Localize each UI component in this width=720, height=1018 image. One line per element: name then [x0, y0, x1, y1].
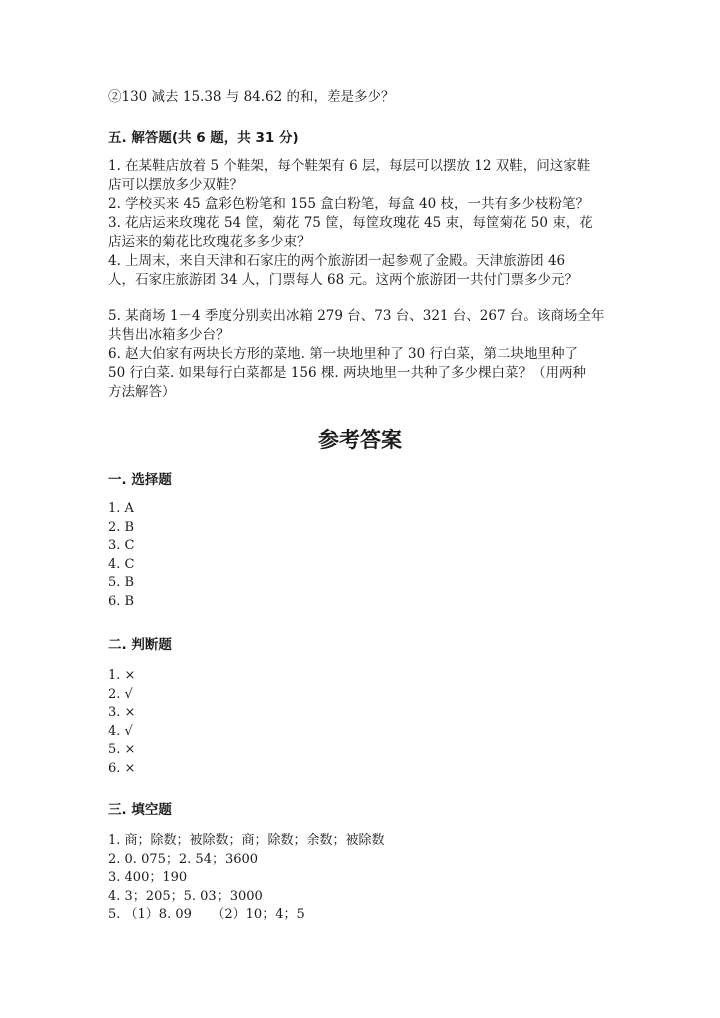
question-1-line-2: 店可以摆放多少双鞋？ — [108, 177, 243, 193]
list-item: 2. 0. 075；2. 54；3600 — [108, 851, 259, 867]
question-5-line-2: 共售出冰箱多少台？ — [108, 327, 230, 343]
list-item: 3. C — [108, 538, 135, 553]
question-tail: ②130 减去 15.38 与 84.62 的和，差是多少？ — [108, 89, 395, 105]
question-3-line-1: 3. 花店运来玫瑰花 54 筐，菊花 75 筐，每筐玫瑰花 45 束，每筐菊花 50 束，花 — [108, 215, 593, 231]
answers-heading-judge: 二. 判断题 — [108, 637, 172, 653]
answers-list-choice — [108, 500, 134, 611]
list-item: 5. × — [108, 742, 136, 757]
answers-heading-fill: 三. 填空题 — [108, 802, 172, 818]
answers-list-judge — [108, 667, 135, 778]
section-heading-solve: 五. 解答题(共 6 题，共 31 分) — [108, 130, 299, 146]
answers-heading-choice: 一. 选择题 — [108, 472, 172, 488]
question-3-line-2: 店运来的菊花比玫瑰花多多少束？ — [108, 234, 311, 250]
list-item: 6. B — [108, 593, 135, 609]
question-5-line-1: 5. 某商场 1－4 季度分别卖出冰箱 279 台、73 台、321 台、267 台。该商场全年 — [108, 308, 605, 324]
list-item: 1. × — [108, 668, 136, 683]
list-item: 1. A — [108, 501, 134, 516]
list-item: 3. 400；190 — [108, 870, 188, 885]
list-item: 5. B — [108, 575, 135, 590]
list-item: 1. 商；除数；被除数；商；除数；余数；被除数 — [108, 833, 385, 848]
list-item: 4. C — [108, 556, 135, 572]
question-6-line-1: 6. 赵大伯家有两块长方形的菜地. 第一块地里种了 30 行白菜，第二块地里种了 — [108, 346, 579, 362]
question-4-line-2: 人，石家庄旅游团 34 人，门票每人 68 元。这两个旅游团一共付门票多少元？ — [108, 272, 579, 288]
list-item: 2. √ — [108, 686, 133, 702]
question-4-line-1: 4. 上周末，来自天津和石家庄的两个旅游团一起参观了金殿。天津旅游团 46 — [108, 253, 566, 269]
question-6-line-2: 50 行白菜. 如果每行白菜都是 156 棵. 两块地里一共种了多少棵白菜？（用两种 — [108, 365, 586, 381]
question-6-line-3: 方法解答） — [108, 384, 176, 400]
question-1-line-1: 1. 在某鞋店放着 5 个鞋架，每个鞋架有 6 层，每层可以摆放 12 双鞋，问这家鞋 — [108, 158, 591, 174]
answers-list-fill — [108, 832, 385, 925]
question-2: 2. 学校买来 45 盒彩色粉笔和 155 盒白粉笔，每盒 40 枝，一共有多少枝粉笔？ — [108, 196, 590, 212]
list-item: 4. √ — [108, 723, 133, 739]
list-item: 3. × — [108, 705, 136, 720]
answers-title: 参考答案 — [318, 428, 402, 452]
list-item: 4. 3；205；5. 03；3000 — [108, 888, 263, 904]
list-item: 2. B — [108, 519, 135, 535]
list-item: 5. （1）8. 09 （2）10；4；5 — [108, 907, 305, 922]
list-item: 6. × — [108, 760, 136, 776]
